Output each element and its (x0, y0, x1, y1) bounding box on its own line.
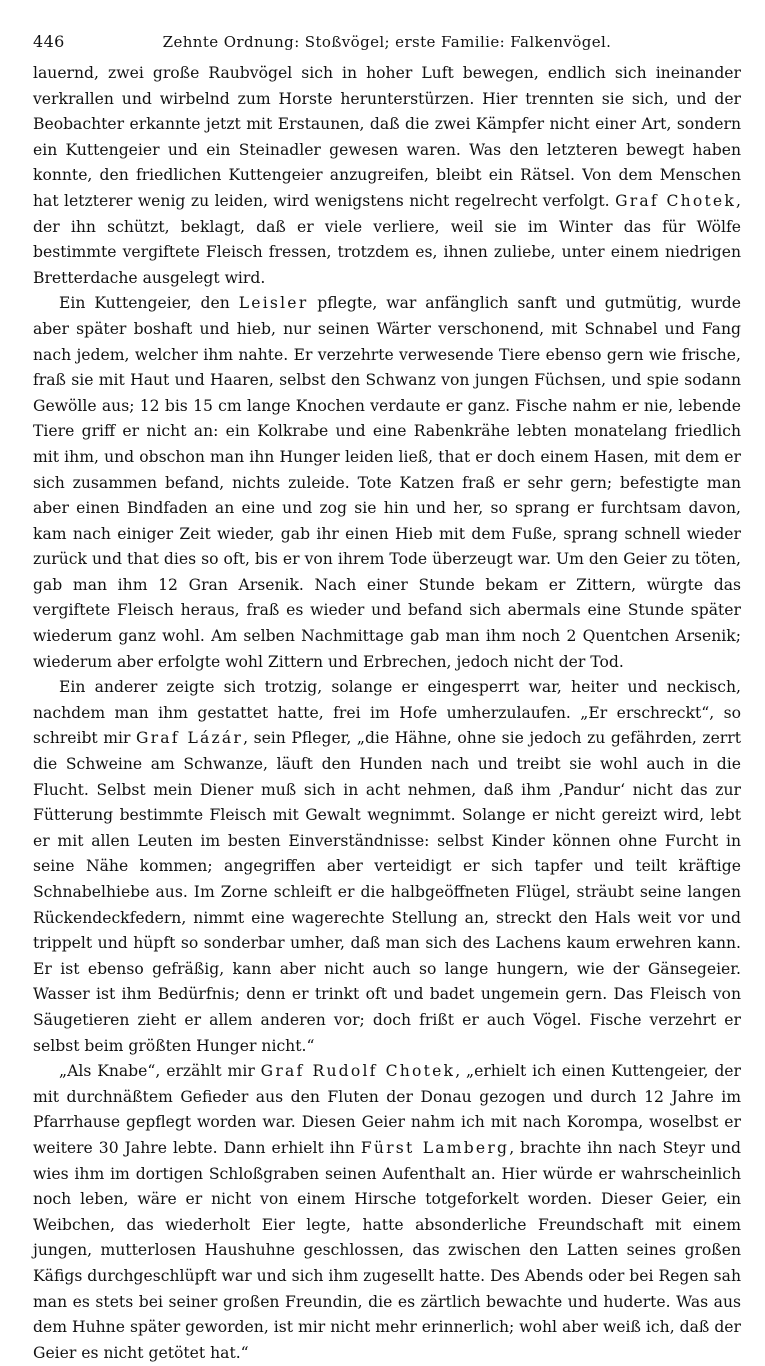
person-name: Graf Rudolf Chotek (260, 1062, 456, 1081)
page-number: 446 (33, 32, 65, 51)
text-segment: , sein Pfleger, „die Hähne, ohne sie jedoch zu gefährden, zerrt die Schweine am Schwanze, läuft den Hunden nach und treibt sie wohl auch in die Flucht. Selbst mein Diener muß sich in acht nehmen, daß ihm ‚Pandur‘ nicht das zur Fütterung bestimmte Fleisch mit Gewalt wegnimmt. Solange er nicht gereizt wird, lebt er mit allen Leuten im besten Einverständnisse: selbst Kinder können ohne Furcht in seine Nähe kommen; angegriffen aber verteidigt er sich tapfer und teilt kräftige Schnabelhiebe aus. Im Zorne schleift er die halbgeöffneten Flügel, sträubt seine langen Rückendeckfedern, nimmt eine wagerechte Stellung an, streckt den Hals weit vor und trippelt und hüpft so sonderbar umher, daß man sich des Lachens kaum erwehren kann. Er ist ebenso gefräßig, kann aber nicht auch so lange hungern, wie der Gänsegeier. Wasser ist ihm Bedürfnis; denn er trinkt oft und badet ungemein gern. Das Fleisch von Säugetieren zieht er allem anderen vor; doch frißt er auch Vögel. Fische verzehrt er selbst beim größten Hunger nicht.“ (33, 729, 741, 1055)
text-segment: Ein Kuttengeier, den (59, 294, 239, 313)
paragraph (33, 1059, 741, 1366)
text-segment: Ein anderer zeigte sich trotzig, solange er eingesperrt war, heiter und neckisch, nachdem man ihm gestattet hatte, frei im Hofe umherzulaufen. „Er erschreckt“, so schreibt mir (33, 678, 741, 748)
paragraph (33, 291, 741, 675)
running-head: Zehnte Ordnung: Stoßvögel; erste Familie: Falkenvögel. (162, 33, 612, 51)
person-name: Fürst Lamberg (360, 1138, 510, 1157)
paragraph (33, 61, 741, 291)
paragraph (33, 675, 741, 1059)
text-segment: lauernd, zwei große Raubvögel sich in hoher Luft bewegen, endlich sich ineinander verkrallen und wirbelnd zum Horste herunterstürzen. Hier trennten sie sich, und der Beobachter erkannte jetzt mit Erstaunen, daß die zwei Kämpfer nicht einer Art, sondern ein Kuttengeier und ein Steinadler gewesen waren. Was den letzteren bewegt haben konnte, den friedlichen Kuttengeier anzugreifen, bleibt ein Rätsel. Von dem Menschen hat letzterer wenig zu leiden, wird wenigstens nicht regelrecht verfolgt. (33, 64, 741, 210)
text-segment: „Als Knabe“, erzählt mir (59, 1062, 261, 1081)
page-body (33, 61, 741, 1366)
text-segment: , brachte ihn nach Steyr und wies ihm im dortigen Schloßgraben seinen Aufenthalt an. Hier würde er wahrscheinlich noch leben, wäre er nicht von einem Hirsche totgeforkelt worden. Dieser Geier, ein Weibchen, das wiederholt Eier legte, hatte absonderliche Freundschaft mit einem jungen, mutterlosen Haushuhne geschlossen, das zwischen den Latten seines großen Käfigs durchgeschlüpft war und sich ihm zugesellt hatte. Des Abends oder bei Regen sah man es stets bei seiner großen Freundin, die es zärtlich bewachte und huderte. Was aus dem Huhne später geworden, ist mir nicht mehr erinnerlich; wohl aber weiß ich, daß der Geier es nicht getötet hat.“ (33, 1138, 741, 1362)
text-segment: pflegte, war anfänglich sanft und gutmütig, wurde aber später boshaft und hieb, nur seinen Wärter verschonend, mit Schnabel und Fang nach jedem, welcher ihm nahte. Er verzehrte verwesende Tiere ebenso gern wie frische, fraß sie mit Haut und Haaren, selbst den Schwanz von jungen Füchsen, und spie sodann Gewölle aus; 12 bis 15 cm lange Knochen verdaute er ganz. Fische nahm er nie, lebende Tiere griff er nicht an: ein Kolkrabe und eine Rabenkrähe lebten monatelang friedlich mit ihm, und obschon man ihn Hunger leiden ließ, that er doch einem Hasen, mit dem er sich zusammen befand, nichts zuleide. Tote Katzen fraß er sehr gern; befestigte man aber einen Bindfaden an eine und zog sie hin und her, so sprang er furchtsam davon, kam nach einiger Zeit wieder, gab ihr einen Hieb mit dem Fuße, sprang schnell wieder zurück und that dies so oft, bis er von ihrem Tode überzeugt war. Um den Geier zu töten, gab man ihm 12 Gran Arsenik. Nach einer Stunde bekam er Zittern, würgte das vergiftete Fleisch heraus, fraß es wieder und befand sich abermals eine Stunde später wiederum ganz wohl. Am selben Nachmittage gab man ihm noch 2 Quentchen Arsenik; wiederum aber erfolgte wohl Zittern und Erbrechen, jedoch nicht der Tod. (33, 294, 741, 671)
text-segment: , „erhielt ich einen Kuttengeier, der mit durchnäßtem Gefieder aus den Fluten der Donau gezogen und durch 12 Jahre im Pfarrhause gepflegt worden war. Diesen Geier nahm ich mit nach Korompa, woselbst er weitere 30 Jahre lebte. Dann erhielt ihn (33, 1062, 741, 1157)
page-header (33, 32, 741, 51)
person-name: Leisler (238, 294, 309, 313)
person-name: Graf Lázár (135, 729, 244, 748)
text-segment: , der ihn schützt, beklagt, daß er viele verliere, weil sie im Winter das für Wölfe bestimmte vergiftete Fleisch fressen, trotzdem es, ihnen zuliebe, unter einem niedrigen Bretterdache ausgelegt wird. (33, 191, 741, 287)
person-name: Graf Chotek (615, 191, 737, 210)
